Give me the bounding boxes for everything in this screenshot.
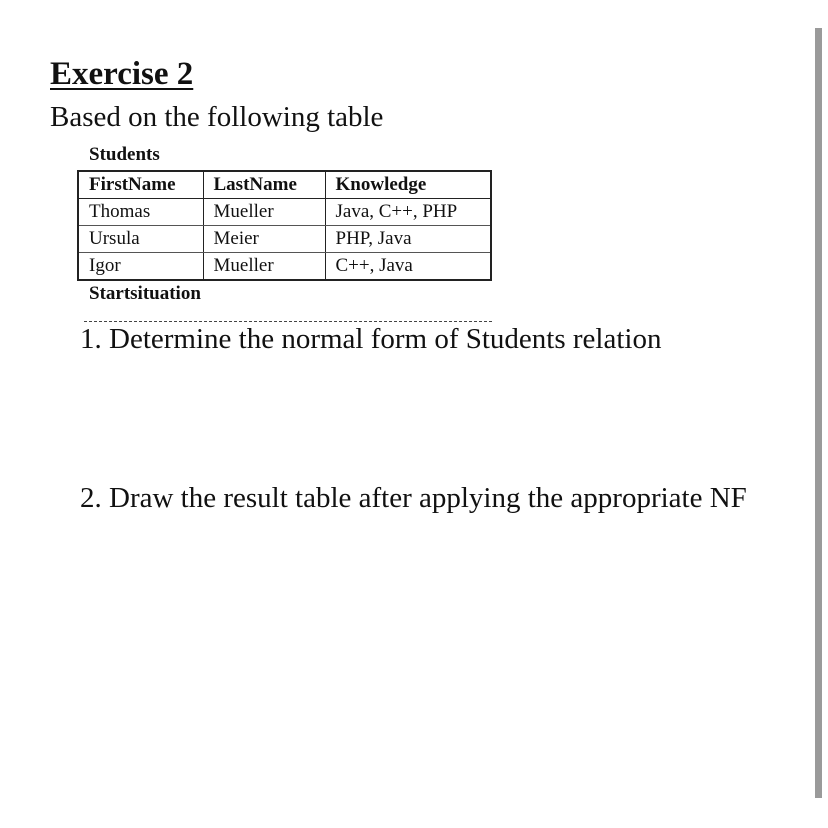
table-row: [78, 226, 491, 253]
question-2: 2. Draw the result table after applying the appropriate NF: [80, 482, 747, 514]
table-cell: Ursula: [78, 226, 203, 253]
column-header-knowledge: Knowledge: [325, 171, 491, 199]
page-edge-border: [815, 28, 822, 798]
table-footer-label: Startsituation: [89, 283, 201, 304]
exercise-intro: Based on the following table: [50, 101, 384, 133]
exercise-title: Exercise 2: [50, 56, 194, 92]
table-cell: Java, C++, PHP: [325, 199, 491, 226]
table-cell: Meier: [203, 226, 325, 253]
column-header-firstname: FirstName: [78, 171, 203, 199]
table-row: [78, 253, 491, 281]
table-cell: Igor: [78, 253, 203, 281]
table-cell: Mueller: [203, 199, 325, 226]
table-cell: Mueller: [203, 253, 325, 281]
table-cell: Thomas: [78, 199, 203, 226]
students-table: [77, 170, 492, 281]
column-header-lastname: LastName: [203, 171, 325, 199]
table-cell: PHP, Java: [325, 226, 491, 253]
table-cell: C++, Java: [325, 253, 491, 281]
table-row: [78, 199, 491, 226]
dashed-separator: [84, 321, 492, 322]
table-header-row: [78, 171, 491, 199]
question-1: 1. Determine the normal form of Students relation: [80, 323, 662, 355]
table-caption: Students: [89, 144, 160, 165]
